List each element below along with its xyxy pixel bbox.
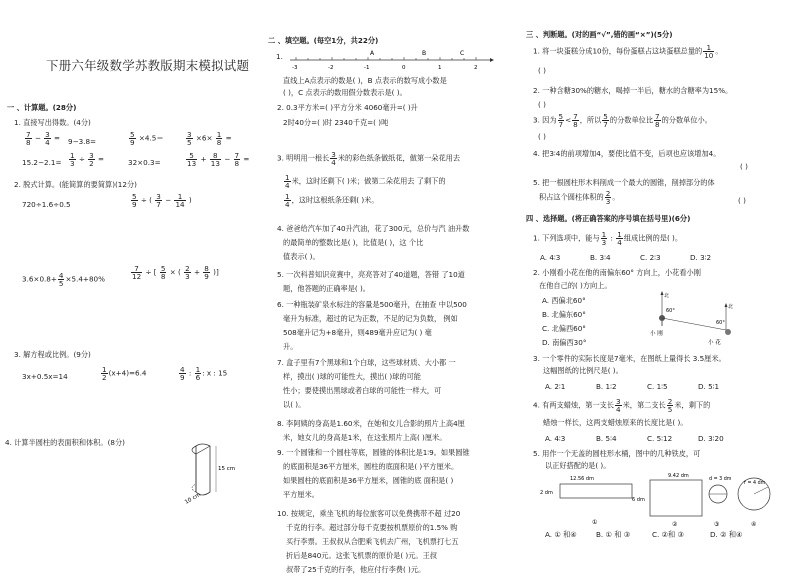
calc-expression-4: $\frac{7}{12}$ ÷ [ $\frac{5}{8}$ × ( $\frac{2}{3}$ + $\frac{8}{9}$ )]	[132, 264, 219, 282]
point-c-label: C	[460, 50, 465, 57]
s2-q10-line-4: 折后是840元。这张飞机票的原价是( )元。王叔	[286, 551, 437, 560]
tick-label: 0	[402, 65, 406, 71]
equation-3: $\frac{4}{9}$ : $\frac{1}{6}$ : x : 15	[180, 365, 228, 383]
height-label: 15 cm	[218, 466, 236, 472]
s3-q2-answer-paren: ( )	[538, 100, 546, 109]
s2-q9-line-2: 的底面积是36平方厘米，圆柱的底面积是( )平方厘米。	[283, 462, 459, 471]
s2-q6-line-2: 毫升为标准，超过的记为正数，不足的记为负数， 例如	[283, 314, 458, 323]
s2-q3-line-1: 3. 明明用一根长 $\frac{3}{4}$ 米的彩色纸条做纸花，做第一朵花用去	[277, 150, 461, 168]
s4-q2-line-1: 2. 小刚看小花在他的南偏东60° 方向上，小花看小刚	[533, 268, 701, 277]
s4-q2-option-d: D. 南偏西30°	[542, 338, 587, 347]
s1-q3-prompt: 3. 解方程或比例。(9分)	[14, 350, 91, 359]
s2-q4-line-3: 值表示( )。	[283, 252, 320, 261]
calc-item-4: $\frac{3}{5}$ ×6× $\frac{1}{8}$ =	[187, 130, 232, 148]
section-4-heading: 四 、选择题。(将正确答案的序号填在括号里)(6分)	[526, 214, 691, 223]
s2-q6-line-1: 6. 一种瓶装矿泉水标注的容量是500毫升，在抽查 中以500	[277, 300, 467, 309]
s4-q4-option-c: C. 5∶12	[647, 434, 673, 443]
s4-q3-option-a: A. 2∶1	[545, 382, 566, 391]
s4-q2-option-b: B. 北偏东60°	[542, 310, 586, 319]
sheet-metal-figure	[534, 470, 774, 528]
s2-q1-text-line-2: ( )，C 点表示的数用假分数表示是( )。	[283, 88, 407, 97]
tick-label: -1	[364, 65, 370, 71]
s4-q4-line-1: 4. 有两支蜡烛，第一支长 $\frac{3}{4}$ 米，第二支长 $\frac{2}{5}$ 米，剩下的	[533, 397, 711, 415]
rect-1	[560, 484, 632, 498]
s3-q3-answer-paren: ( )	[538, 132, 546, 141]
diameter-label: 10 cm	[184, 491, 202, 506]
s3-q4-answer-paren: ( )	[740, 162, 748, 171]
s2-q4-line-1: 4. 爸爸给汽车加了40升汽油，花了300元，总价与汽 油升数	[277, 224, 470, 233]
s4-q5-line-2: 以正好搭配的是( )。	[545, 461, 611, 470]
tick-label: 2	[474, 65, 478, 71]
s2-q8-line-2: 米，她女儿的身高是1米，在这张照片上高( )厘米。	[283, 433, 447, 442]
s3-q5-line-2: 积占这个圆柱体积的 $\frac{2}{3}$ 。	[539, 189, 620, 207]
s2-q7-line-1: 7. 盒子里有7个黑球和1个白球，这些球材质、大小都 一	[277, 358, 456, 367]
s4-q5-option-a: A. ① 和④	[545, 530, 577, 539]
number-line	[286, 46, 496, 72]
rect1-width-label: 2 dm	[540, 490, 553, 496]
s2-q4-line-2: 的最简单的整数比是( )，比值是( )，这 个比	[283, 238, 424, 247]
angle-label: 60°	[666, 308, 675, 314]
s2-q6-line-4: 升。	[283, 342, 298, 351]
xiaogang-label: 小 刚	[650, 331, 663, 337]
calc-item-7: 32×0.3=	[128, 158, 161, 167]
direction-figure	[646, 290, 744, 346]
s4-q5-option-c: C. ②和 ③	[652, 530, 684, 539]
point-a-label: A	[370, 50, 375, 57]
s1-q4-prompt: 4. 计算半圆柱的表面积和体积。(8分)	[5, 438, 125, 447]
rect1-length-label: 12.56 dm	[570, 476, 594, 482]
s1-q1-prompt: 1. 直接写出得数。(4分)	[14, 118, 91, 127]
s2-q3-line-3: $\frac{1}{4}$ ，这时这根纸条还剩( )米。	[285, 192, 379, 210]
s3-q5-line-1: 5. 把一根圆柱形木料削成一个最大的圆锥，削掉部分的体	[533, 178, 715, 187]
s2-q10-line-3: 买行李票。王叔叔从合肥乘飞机去广州，飞机票打七五	[286, 537, 459, 546]
s4-q3-line-2: 这幅图纸的比例尺是( )。	[543, 366, 623, 375]
s4-q4-option-a: A. 4∶3	[545, 434, 566, 443]
s3-q1-line: 1. 将一块蛋糕分成10份，每份蛋糕占这块蛋糕总量的 $\frac{1}{10}$ 。	[533, 43, 723, 61]
north-label: 北	[664, 293, 670, 299]
s3-q3-line: 3. 因为 $\frac{5}{7}$ < $\frac{7}{8}$ ，所以 $\frac{5}{7}$ 的分数单位比 $\frac{7}{8}$ 的分数单位小。	[533, 112, 712, 130]
s4-q1-option-d: D. 3∶2	[690, 253, 712, 262]
xiaohua-label: 小 花	[708, 340, 721, 346]
north-label-2: 北	[728, 304, 734, 310]
s4-q1-option-b: B. 3∶4	[590, 253, 611, 262]
s4-q1-line: 1. 下列选项中，能与 $\frac{1}{3}$ : $\frac{1}{4}$ 组成比例的是( )。	[533, 230, 683, 248]
figure-3-number: ③	[714, 521, 720, 528]
s4-q2-option-a: A. 西偏北60°	[542, 296, 586, 305]
figure-1-number: ①	[592, 519, 598, 526]
s4-q4-option-b: B. 5∶4	[596, 434, 617, 443]
calc-item-1: $\frac{7}{8}$ − $\frac{3}{4}$ =	[26, 130, 61, 148]
s2-q8-line-1: 8. 李阿姨的身高是1.60米，在她和女儿合影的照片上高4厘	[277, 419, 465, 428]
tick-label: -3	[292, 65, 298, 71]
page-title: 下册六年级数学苏教版期末模拟试题	[46, 58, 250, 73]
figure-2-number: ②	[672, 521, 678, 528]
s2-q10-line-5: 叔带了25千克的行李，他应付行李费( )元。	[286, 565, 426, 574]
s4-q2-option-c: C. 北偏西60°	[542, 324, 586, 333]
calc-expression-1: 720÷1.6÷0.5	[22, 200, 71, 209]
s4-q3-option-d: D. 5∶1	[698, 382, 720, 391]
s2-q5-line-1: 5. 一次科普知识竞赛中，亮亮答对了40道题，答错 了10道	[277, 270, 465, 279]
s2-q5-line-2: 题，他答题的正确率是( )。	[283, 284, 370, 293]
rect2-length-label: 9.42 dm	[668, 473, 689, 479]
s4-q4-option-d: D. 3∶20	[698, 434, 724, 443]
s3-q2-line: 2. 一种含糖30%的糖水，喝掉一半后，糖水的含糖率为15%。	[533, 86, 733, 95]
equation-2: $\frac{1}{2}$ (x+4)=6.4	[102, 365, 147, 383]
circle3-diameter-label: d = 3 dm	[709, 477, 732, 482]
half-cylinder-figure	[178, 440, 248, 508]
s4-q1-option-a: A. 4∶3	[540, 253, 561, 262]
s4-q1-option-c: C. 2∶3	[640, 253, 661, 262]
calc-expression-3: 3.6×0.8+ $\frac{4}{5}$ ×5.4+80%	[22, 271, 105, 289]
calc-item-6: $\frac{1}{3}$ ÷ $\frac{3}{2}$ =	[70, 151, 105, 169]
s4-q5-option-d: D. ② 和④	[710, 530, 743, 539]
s2-q10-line-1: 10. 按规定，乘坐飞机的每位旅客可以免费携带不超 过20	[277, 509, 461, 518]
s2-q9-line-4: 平方厘米。	[283, 490, 319, 499]
s3-q1-answer-paren: ( )	[538, 66, 546, 75]
calc-item-5: 15.2−2.1=	[22, 158, 62, 167]
s4-q3-option-b: B. 1∶2	[596, 382, 617, 391]
s2-q6-line-3: 508毫升记为+8毫升，则489毫升应记为( ) 毫	[283, 328, 432, 337]
s2-q7-line-2: 样，摸出( )球的可能性大，摸出( )球的可能	[283, 372, 421, 381]
rect2-width-label: 6 dm	[632, 497, 645, 503]
tick-label: 1	[438, 65, 442, 71]
section-1-heading: 一 、计算题。(28分)	[7, 103, 77, 112]
point-b-label: B	[422, 50, 427, 57]
circle4-radius-label: r = 4 dm	[744, 481, 766, 486]
calc-expression-2: $\frac{5}{9}$ ÷ ( $\frac{3}{7}$ − $\frac{1}{14}$ )	[132, 192, 192, 210]
calc-item-8: $\frac{5}{13}$ + $\frac{8}{13}$ − $\frac{7}{8}$ =	[187, 151, 250, 169]
figure-4-number: ④	[751, 521, 757, 528]
s2-q9-line-1: 9. 一个圆锥和一个圆柱等底，圆锥的体积比是1∶9。如果圆锥	[277, 448, 470, 457]
s3-q5-answer-paren: ( )	[738, 196, 746, 205]
s4-q2-line-2: 在他自己的( )方向上。	[539, 281, 612, 290]
calc-item-3: $\frac{5}{9}$ ×4.5＝	[130, 130, 164, 148]
flower-figure	[725, 329, 731, 335]
s2-q3-line-2: $\frac{1}{4}$ 米，这时还剩下( )米；做第二朵花用去 了剩下的	[285, 173, 446, 191]
s4-q3-line-1: 3. 一个零件的实际长度是7毫米，在图纸上量得长 3.5厘米。	[533, 354, 726, 363]
calc-item-2: 9−3.8=	[68, 137, 97, 146]
s1-q2-prompt: 2. 脱式计算。(能简算的要简算)(12分)	[14, 180, 137, 189]
s2-q1-number: 1.	[276, 52, 283, 61]
s3-q4-line: 4. 把3∶4的前项增加4，要使比值不变，后项也应该增加4。	[533, 149, 721, 158]
s2-q1-text-line-1: 直线上A点表示的数是( )，B 点表示的数写成小数是	[283, 76, 447, 85]
s2-q7-line-3: 性小；要使摸出黑球或者白球的可能性一样大，可	[283, 386, 442, 395]
s2-q7-line-4: 以( )。	[283, 400, 306, 409]
s4-q5-line-1: 5. 用作一个无盖的圆柱形水桶，图中的几种铁皮，可	[533, 449, 701, 458]
angle-label-2: 60°	[716, 320, 725, 326]
s4-q3-option-c: C. 1∶5	[647, 382, 668, 391]
rect-2	[650, 480, 702, 516]
s2-q2-line-2: 2时40分=( )时 2340千克=( )吨	[283, 118, 389, 127]
s2-q2-line-1: 2. 0.3平方米=( )平方分米 4060毫升=( )升	[277, 103, 418, 112]
section-3-heading: 三 、判断题。(对的画“√”,错的画“×”)(5分)	[526, 30, 673, 39]
section-2-heading: 二 、填空题。(每空1分，共22分)	[268, 36, 379, 45]
s4-q4-line-2: 蜡烛一样长，这两支蜡烛原来的长度比是( )。	[543, 418, 688, 427]
equation-1: 3x+0.5x=14	[22, 372, 68, 381]
s2-q9-line-3: 如果圆柱的底面积是36平方厘米，圆锥的底 面积是( )	[283, 476, 454, 485]
tick-label: -2	[328, 65, 334, 71]
s2-q10-line-2: 千克的行李。超过部分每千克要按机票原价的1.5% 购	[286, 523, 458, 532]
s4-q5-option-b: B. ① 和 ③	[596, 530, 631, 539]
